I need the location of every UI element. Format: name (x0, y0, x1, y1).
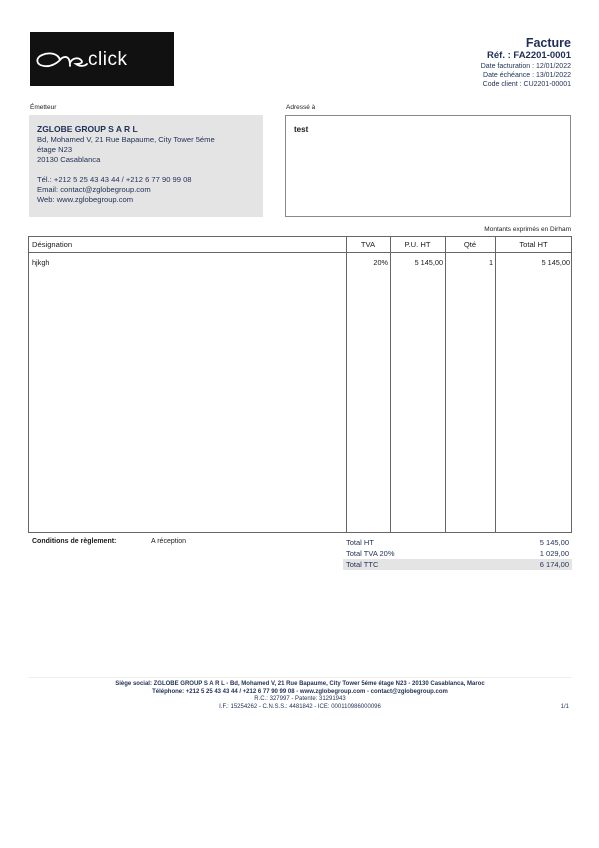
total-ht-value: 5 145,00 (539, 538, 569, 547)
payment-terms-label: Conditions de règlement: (32, 538, 117, 545)
footer-contact: Téléphone: +212 5 25 43 43 44 / +212 6 77 90 99 08 - www.zglobegroup.com - contact@zglobegroup.com (152, 688, 448, 695)
due-date: Date échéance : 13/01/2022 (483, 72, 571, 79)
page-number: 1/1 (560, 704, 569, 710)
recipient-name: test (294, 125, 309, 134)
sender-label: Émetteur (30, 104, 57, 111)
footer-identifiers: I.F.: 15254262 - C.N.S.S.: 4481842 - ICE: 000110986000096 (219, 703, 381, 710)
document-title: Facture (525, 36, 571, 50)
column-divider (346, 237, 347, 532)
oneclick-logo-graphic (30, 32, 174, 86)
total-tva-value: 1 029,00 (539, 549, 569, 558)
company-logo (30, 32, 174, 86)
footer (28, 681, 572, 711)
column-divider (390, 237, 391, 532)
header-unit-price: P.U. HT (404, 240, 431, 249)
column-divider (445, 237, 446, 532)
total-ttc-row (343, 559, 572, 570)
invoice-date: Date facturation : 12/01/2022 (480, 63, 571, 70)
header-total-ht: Total HT (519, 240, 548, 249)
sender-phone: Tél.: +212 5 25 43 43 44 / +212 6 77 90 99 08 (37, 175, 192, 184)
total-ht-row (343, 537, 572, 548)
row-total-ht: 5 145,00 (541, 258, 570, 267)
recipient-label: Adressé à (286, 104, 316, 111)
payment-terms-value: A réception (151, 538, 187, 545)
total-tva-row (343, 548, 572, 559)
sender-website: Web: www.zglobegroup.com (37, 195, 134, 204)
total-ttc-label: Total TTC (346, 560, 379, 569)
row-unit-price: 5 145,00 (414, 258, 443, 267)
total-tva-label: Total TVA 20% (346, 549, 395, 558)
currency-note: Montants exprimés en Dirham (484, 226, 571, 233)
row-designation: hjkgh (32, 258, 50, 267)
client-code: Code client : CU2201-00001 (482, 81, 571, 88)
footer-head-office: Siège social: ZGLOBE GROUP S A R L - Bd, Mohamed V, 21 Rue Bapaume, City Tower 5éme étage N23 - 20130 Casablanca, Maroc (115, 681, 485, 687)
total-ht-label: Total HT (346, 538, 374, 547)
sender-address-line1: Bd, Mohamed V, 21 Rue Bapaume, City Tower 5éme (37, 135, 215, 144)
invoice-reference: Réf. : FA2201-0001 (487, 50, 571, 61)
sender-block (29, 115, 263, 217)
document-header (481, 37, 571, 89)
header-quantity: Qté (463, 240, 477, 249)
footer-divider (28, 677, 572, 678)
header-designation: Désignation (32, 240, 73, 249)
items-table (28, 236, 572, 533)
sender-email: Email: contact@zglobegroup.com (37, 185, 151, 194)
sender-address-line2: étage N23 (37, 145, 73, 154)
footer-registration: R.C.: 327997 - Patente: 31291943 (254, 696, 346, 703)
sender-city: 20130 Casablanca (37, 155, 101, 164)
row-tva: 20% (373, 258, 388, 267)
row-quantity: 1 (488, 258, 493, 267)
svg-text:click: click (88, 49, 128, 70)
total-ttc-value: 6 174,00 (539, 560, 569, 569)
totals-block (343, 537, 572, 570)
recipient-block (285, 115, 571, 217)
header-tva: TVA (360, 240, 376, 249)
column-divider (495, 237, 496, 532)
sender-name: ZGLOBE GROUP S A R L (37, 124, 138, 134)
